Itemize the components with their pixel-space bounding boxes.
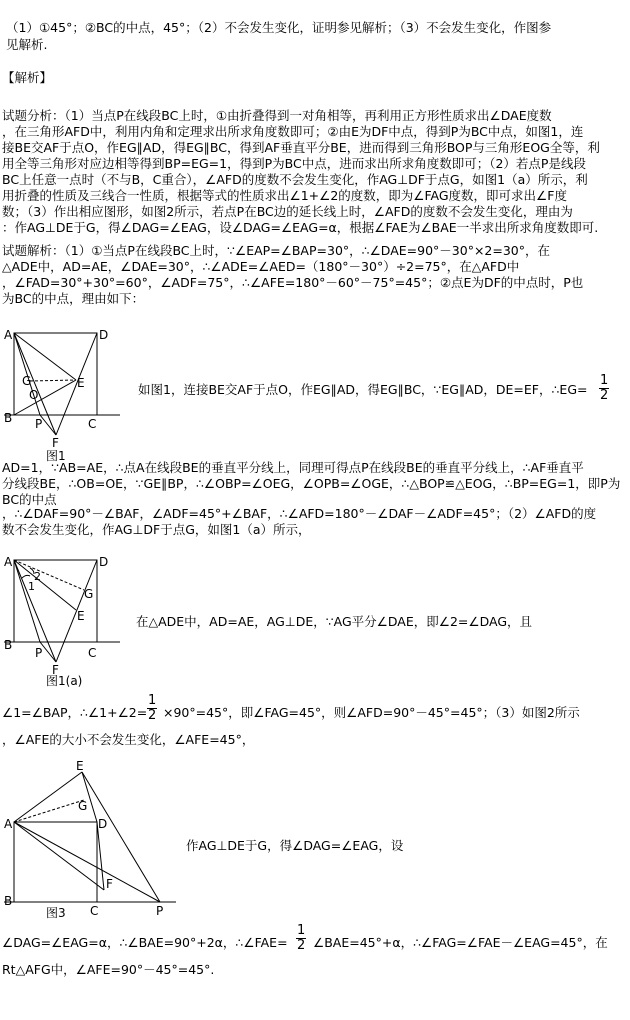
solution-line-3: ，∠FAD=30°+30°=60°，∠ADF=75°，∴∠AFE=180°－60°－75°=45°；②点E为DF的中点时，P也 — [2, 275, 584, 290]
analysis-line-1: 试题分析：（1）当点P在线段BC上时，①由折叠得到一对角相等，再利用正方形性质求出∠DAE度数 — [2, 108, 552, 123]
fraction-half-3 — [294, 924, 308, 953]
analysis-line-7: 数；（3）作出相应图形，如图2所示，若点P在BC边的延长线上时，∠AFD的度数不会发生变化，理由为 — [2, 204, 573, 219]
solution-line-4: 为BC的中点，理由如下： — [2, 291, 145, 306]
figure-3 — [0, 760, 180, 920]
fig1-label-c: C — [88, 417, 97, 431]
fraction-den: 2 — [297, 938, 306, 953]
fig1a-label-g: G — [84, 587, 94, 601]
solution-line-2: △ADE中，AD=AE，∠DAE=30°，∴∠ADE=∠AED=（180°－30°）÷2=75°，在△AFD中 — [2, 259, 520, 274]
analysis-line-6: 用折叠的性质及三线合一性质，根据等式的性质求出∠1+∠2的度数，即为∠FAG度数，即可求出∠F度 — [2, 188, 567, 203]
fig1-label-a: A — [4, 328, 13, 342]
fig1a-label-2: 2 — [34, 570, 41, 583]
fig3-label-b: B — [4, 894, 13, 908]
fig1-label-e: E — [77, 376, 85, 390]
fig3-label-c: C — [90, 904, 99, 918]
fig1-label-p: P — [35, 417, 43, 431]
fig1-label-f: F — [52, 436, 59, 450]
fig1a-label-e: E — [77, 609, 85, 623]
solution-line-12a: ∠1=∠BAP，∴∠1+∠2= — [2, 705, 148, 720]
fig3-label-d: D — [98, 817, 108, 831]
figure-3-caption: 图3 — [46, 906, 66, 920]
answer-line-1: （1）①45°；②BC的中点，45°；（2）不会发生变化，证明参见解析；（3）不会发生变化，作图参 — [6, 20, 552, 35]
solution-line-7: 分线段BE，∴OB=OE，∵GE∥BP，∴∠OBP=∠OEG，∠OPB=∠OGE，∴△BOP≌△EOG，∴BP=EG=1，即P为 — [2, 476, 621, 491]
fig1-label-b: B — [4, 411, 13, 425]
analysis-line-4: 用全等三角形对应边相等得到BP=EG=1，得到P为BC中点，进而求出所求角度数即可；（2）若点P是线段 — [2, 156, 586, 171]
fig3-label-a: A — [4, 817, 13, 831]
fig1a-label-f: F — [52, 663, 59, 677]
fraction-num: 1 — [600, 373, 609, 388]
section-heading: 【解析】 — [2, 70, 53, 85]
fraction-half-1 — [597, 374, 611, 403]
fig3-label-p: P — [156, 904, 164, 918]
solution-line-8: BC的中点 — [2, 492, 57, 507]
solution-line-10: 数不会发生变化，作AG⊥DF于点G，如图1（a）所示， — [2, 522, 311, 537]
solution-line-13: ，∠AFE的大小不会发生变化，∠AFE=45°， — [2, 732, 255, 747]
fig1a-label-p: P — [35, 646, 43, 660]
fig1a-label-b: B — [4, 638, 13, 652]
fig3-label-f: F — [106, 877, 113, 891]
figure-1 — [0, 325, 130, 465]
fig1a-label-1: 1 — [28, 580, 35, 593]
figure-1a — [0, 550, 130, 690]
fig1a-label-d: D — [99, 555, 109, 569]
figure-1a-caption: 图1(a) — [46, 674, 83, 688]
fig1-label-d: D — [99, 328, 109, 342]
analysis-line-8: ：作AG⊥DE于G，得∠DAG=∠EAG，设∠DAG=∠EAG=α，根据∠FAE为∠BAE一半求出所求角度数即可. — [2, 220, 599, 235]
solution-line-5: 如图1，连接BE交AF于点O，作EG∥AD，得EG∥BC，∵EG∥AD，DE=EF，∴EG= — [138, 382, 588, 397]
fraction-num: 1 — [297, 923, 306, 938]
fraction-den: 2 — [148, 708, 157, 723]
fig1a-label-a: A — [4, 555, 13, 569]
analysis-line-5: BC上任意一点时（不与B，C重合），∠AFD的度数不会发生变化，作AG⊥DF于点G，如图1（a）所示，利 — [2, 172, 588, 187]
solution-line-6: AD=1，∵AB=AE，∴点A在线段BE的垂直平分线上，同理可得点P在线段BE的垂直平分线上，∴AF垂直平 — [2, 460, 584, 475]
solution-line-12b: ×90°=45°，即∠FAG=45°，则∠AFD=90°－45°=45°；（3）如图2所示 — [163, 705, 580, 720]
fig1-label-g: G — [22, 374, 32, 388]
figure-1-caption: 图1 — [46, 449, 66, 463]
solution-line-14: 作AG⊥DE于G，得∠DAG=∠EAG，设 — [186, 838, 404, 853]
solution-line-11: 在△ADE中，AD=AE，AG⊥DE，∵AG平分∠DAE，即∠2=∠DAG，且 — [136, 614, 533, 629]
analysis-line-3: 接BE交AF于点O，作EG∥AD，得EG∥BC，得到AF垂直平分BE，进而得到三角形BOP与三角形EOG全等，利 — [2, 140, 600, 155]
fig1-label-o: O — [29, 388, 39, 402]
solution-line-1: 试题解析：（1）①当点P在线段BC上时，∵∠EAP=∠BAP=30°，∴∠DAE=90°－30°×2=30°，在 — [2, 243, 551, 258]
solution-line-9: ，∴∠DAF=90°－∠BAF，∠ADF=45°+∠BAF，∴∠AFD=180°－∠DAF－∠ADF=45°；（2）∠AFD的度 — [2, 506, 597, 521]
fraction-half-2 — [145, 694, 159, 723]
solution-line-16: Rt△AFG中，∠AFE=90°－45°=45°. — [2, 962, 215, 977]
answer-line-2: 见解析. — [6, 37, 48, 52]
analysis-line-2: ，在三角形AFD中，利用内角和定理求出所求角度数即可；②由E为DF中点，得到P为BC中点，如图1，连 — [2, 124, 584, 139]
fig3-label-g: G — [78, 799, 88, 813]
solution-line-15a: ∠DAG=∠EAG=α，∴∠BAE=90°+2α，∴∠FAE= — [2, 935, 288, 950]
fraction-num: 1 — [148, 693, 157, 708]
fig3-label-e: E — [76, 760, 84, 773]
fraction-den: 2 — [600, 388, 609, 403]
solution-line-15b: ∠BAE=45°+α，∴∠FAG=∠FAE－∠EAG=45°，在 — [313, 935, 608, 950]
fig1a-label-c: C — [88, 646, 97, 660]
